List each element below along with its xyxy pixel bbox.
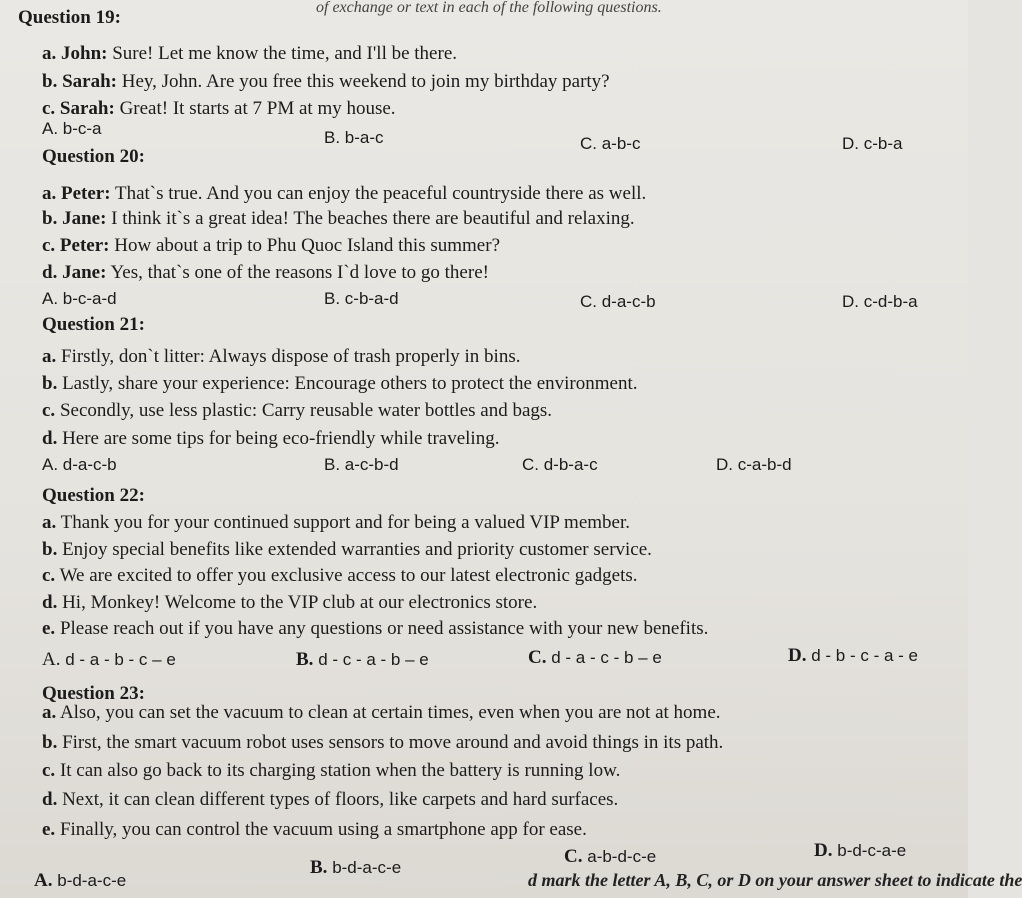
footer-instruction: d mark the letter A, B, C, or D on your answer sheet to indicate the bbox=[528, 870, 1022, 890]
q23-option-c[interactable] bbox=[564, 846, 656, 868]
item-label: c. bbox=[42, 760, 56, 781]
option-letter: D. bbox=[788, 645, 807, 666]
question-23-title: Question 23: bbox=[42, 683, 145, 704]
q22-item-d bbox=[42, 592, 537, 614]
item-text: It can also go back to its charging station when the battery is running low. bbox=[55, 760, 621, 781]
q22-option-b[interactable] bbox=[296, 649, 429, 671]
item-text: Lastly, share your experience: Encourage others to protect the environment. bbox=[57, 373, 638, 394]
item-text: Finally, you can control the vacuum using a smartphone app for ease. bbox=[55, 819, 587, 840]
q19-option-a[interactable]: A. b-c-a bbox=[42, 119, 102, 138]
item-text: Sure! Let me know the time, and I'll be there. bbox=[107, 43, 458, 64]
item-text: We are excited to offer you exclusive access to our latest electronic gadgets. bbox=[55, 565, 638, 586]
item-label: e. bbox=[42, 819, 56, 840]
item-text: Thank you for your continued support and for being a valued VIP member. bbox=[56, 512, 630, 533]
option-letter: D. bbox=[814, 840, 833, 861]
item-label: b. Sarah: bbox=[42, 71, 117, 92]
item-label: e. bbox=[42, 618, 56, 639]
item-text: Firstly, don`t litter: Always dispose of trash properly in bins. bbox=[56, 346, 521, 367]
item-label: b. Jane: bbox=[42, 208, 107, 229]
item-text: Please reach out if you have any questions or need assistance with your new benefits. bbox=[55, 618, 709, 639]
q19-item-b bbox=[42, 71, 610, 93]
item-label: b. bbox=[42, 732, 58, 753]
item-label: a. bbox=[42, 512, 57, 533]
question-22-title: Question 22: bbox=[42, 485, 145, 506]
q21-option-a[interactable]: A. d-a-c-b bbox=[42, 455, 117, 474]
item-text: That`s true. And you can enjoy the peaceful countryside there as well. bbox=[110, 183, 647, 204]
item-label: c. bbox=[42, 565, 56, 586]
item-label: a. John: bbox=[42, 43, 108, 64]
item-label: d. bbox=[42, 789, 58, 810]
q20-option-a[interactable]: A. b-c-a-d bbox=[42, 289, 117, 308]
q20-option-d[interactable]: D. c-d-b-a bbox=[842, 292, 918, 311]
item-text: I think it`s a great idea! The beaches there are beautiful and relaxing. bbox=[106, 208, 635, 229]
q21-option-d[interactable]: D. c-a-b-d bbox=[716, 455, 792, 474]
q19-item-a bbox=[42, 43, 457, 65]
q22-item-c bbox=[42, 565, 638, 587]
item-text: How about a trip to Phu Quoc Island this summer? bbox=[109, 235, 501, 256]
option-text: d - b - c - a - e bbox=[811, 646, 918, 665]
q20-item-c bbox=[42, 235, 500, 257]
q19-item-c bbox=[42, 98, 396, 120]
q21-item-a bbox=[42, 346, 520, 368]
option-text: d - a - c - b – e bbox=[551, 648, 662, 667]
option-letter: C. bbox=[528, 647, 547, 668]
option-text: b-d-a-c-e bbox=[332, 858, 402, 877]
q19-option-d[interactable]: D. c-b-a bbox=[842, 134, 903, 153]
item-label: d. bbox=[42, 592, 58, 613]
option-text: a-b-d-c-e bbox=[587, 847, 657, 866]
q22-option-a[interactable] bbox=[42, 649, 176, 671]
q22-item-e bbox=[42, 618, 708, 640]
q21-item-d bbox=[42, 428, 499, 450]
option-text: d - c - a - b – e bbox=[318, 650, 429, 669]
q23-option-a[interactable] bbox=[34, 870, 126, 892]
item-text: Also, you can set the vacuum to clean at certain times, even when you are not at home. bbox=[56, 702, 721, 723]
q22-item-a bbox=[42, 512, 630, 534]
q19-option-c[interactable]: C. a-b-c bbox=[580, 134, 641, 153]
q20-item-a bbox=[42, 183, 646, 205]
item-text: Next, it can clean different types of floors, like carpets and hard surfaces. bbox=[57, 789, 619, 810]
item-text: Hey, John. Are you free this weekend to join my birthday party? bbox=[116, 71, 610, 92]
option-letter: C. bbox=[564, 846, 583, 867]
q20-item-b bbox=[42, 208, 635, 230]
option-text: b-d-c-a-e bbox=[837, 841, 907, 860]
item-label: a. bbox=[42, 702, 57, 723]
item-label: a. Peter: bbox=[42, 183, 111, 204]
item-label: a. bbox=[42, 346, 57, 367]
item-label: d. Jane: bbox=[42, 262, 107, 283]
q21-option-b[interactable]: B. a-c-b-d bbox=[324, 455, 399, 474]
item-text: Here are some tips for being eco-friendly while traveling. bbox=[57, 428, 500, 449]
question-21-title: Question 21: bbox=[42, 314, 145, 335]
item-label: c. Sarah: bbox=[42, 98, 115, 119]
q21-item-c bbox=[42, 400, 552, 422]
q22-item-b bbox=[42, 539, 652, 561]
q23-item-a bbox=[42, 702, 721, 724]
q23-option-b[interactable] bbox=[310, 857, 401, 879]
item-text: Yes, that`s one of the reasons I`d love to go there! bbox=[106, 262, 489, 283]
option-letter: A. bbox=[42, 649, 61, 670]
option-letter: A. bbox=[34, 870, 53, 891]
faint-header-text: of exchange or text in each of the following questions. bbox=[316, 0, 662, 16]
item-label: b. bbox=[42, 373, 58, 394]
q23-item-e bbox=[42, 819, 587, 841]
item-label: d. bbox=[42, 428, 58, 449]
q23-item-b bbox=[42, 732, 723, 754]
q20-item-d bbox=[42, 262, 489, 284]
item-text: Hi, Monkey! Welcome to the VIP club at our electronics store. bbox=[57, 592, 538, 613]
item-label: b. bbox=[42, 539, 58, 560]
q21-option-c[interactable]: C. d-b-a-c bbox=[522, 455, 598, 474]
q20-option-b[interactable]: B. c-b-a-d bbox=[324, 289, 399, 308]
option-letter: B. bbox=[310, 857, 328, 878]
q23-item-c bbox=[42, 760, 620, 782]
q19-option-b[interactable]: B. b-a-c bbox=[324, 128, 384, 147]
q20-option-c[interactable]: C. d-a-c-b bbox=[580, 292, 656, 311]
question-19-title: Question 19: bbox=[18, 7, 121, 28]
q23-item-d bbox=[42, 789, 618, 811]
item-label: c. Peter: bbox=[42, 235, 110, 256]
item-text: Enjoy special benefits like extended warranties and priority customer service. bbox=[57, 539, 652, 560]
option-text: b-d-a-c-e bbox=[57, 871, 127, 890]
option-text: d - a - b - c – e bbox=[65, 650, 176, 669]
item-text: Secondly, use less plastic: Carry reusable water bottles and bags. bbox=[55, 400, 553, 421]
item-text: First, the smart vacuum robot uses sensors to move around and avoid things in its path. bbox=[57, 732, 724, 753]
option-letter: B. bbox=[296, 649, 314, 670]
q22-option-c[interactable] bbox=[528, 647, 662, 669]
question-20-title: Question 20: bbox=[42, 146, 145, 167]
q22-option-d[interactable] bbox=[788, 645, 918, 667]
q23-option-d[interactable] bbox=[814, 840, 906, 862]
q21-item-b bbox=[42, 373, 638, 395]
item-label: c. bbox=[42, 400, 56, 421]
item-text: Great! It starts at 7 PM at my house. bbox=[114, 98, 396, 119]
